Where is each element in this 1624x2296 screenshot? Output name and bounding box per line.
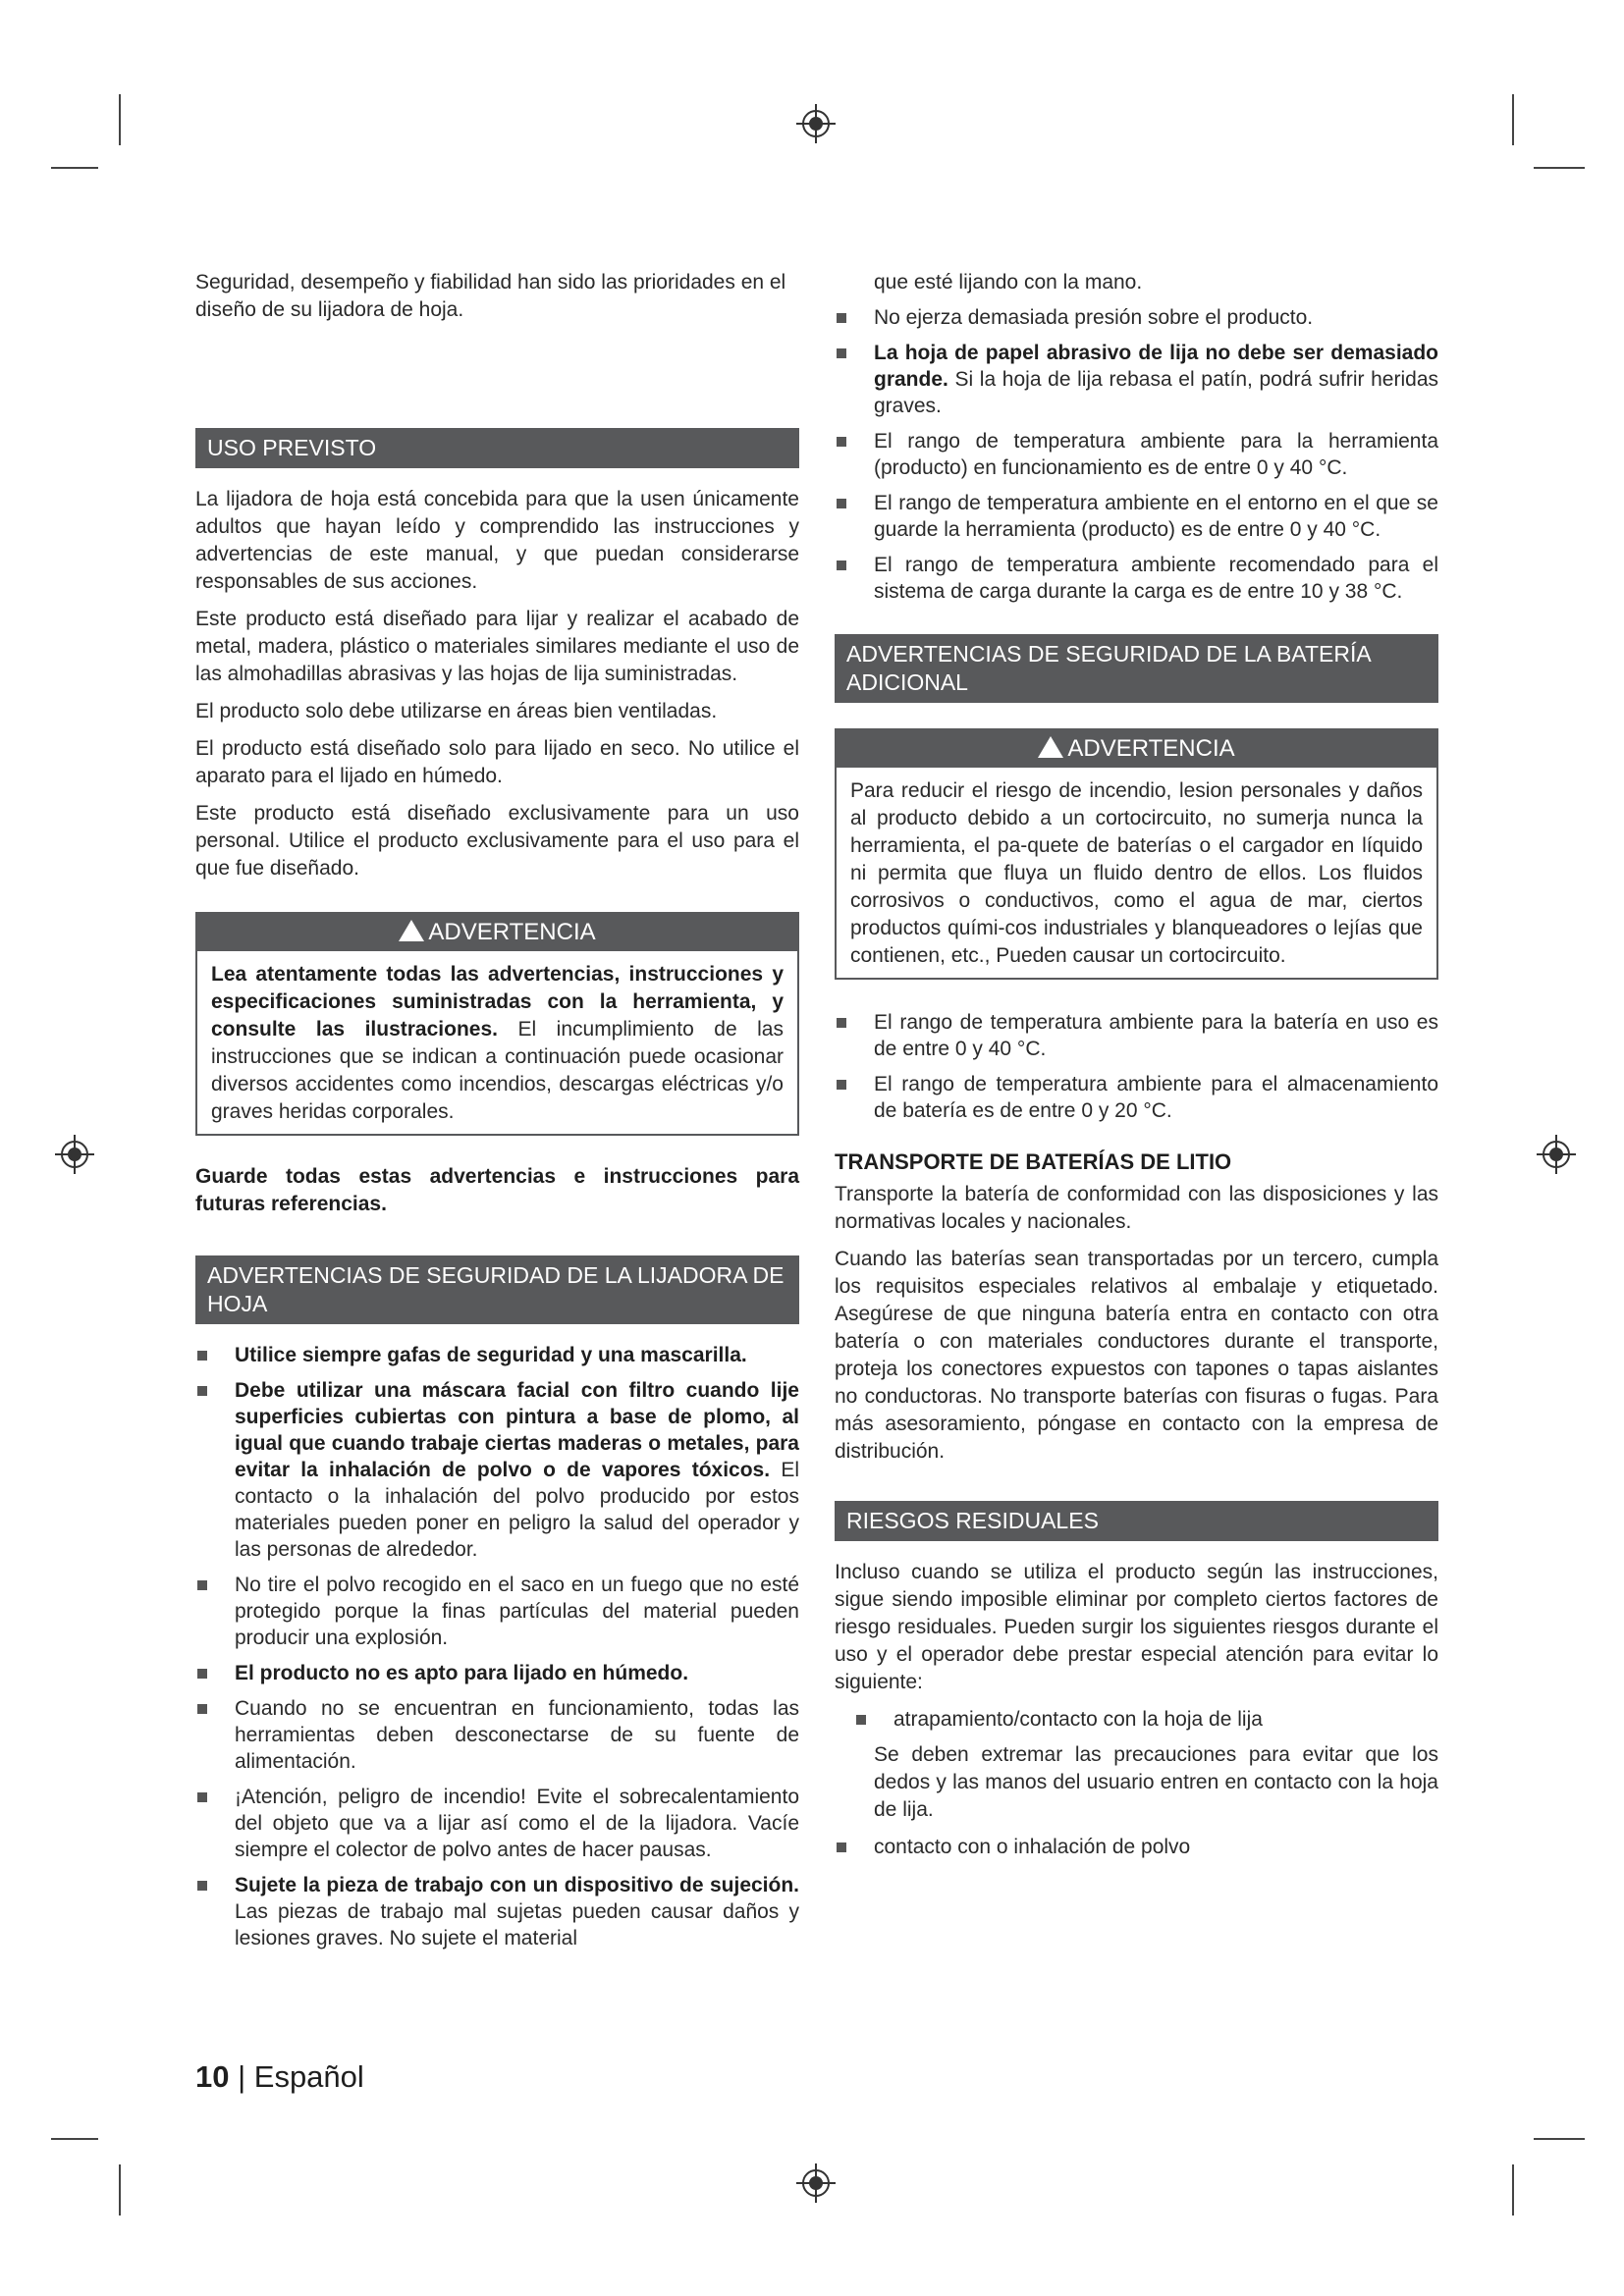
list-item (195, 1572, 799, 1651)
list-item (195, 1784, 799, 1863)
paragraph: Este producto está diseñado para lijar y realizar el acabado de metal, madera, plástico o materiales similares mediante el uso de las almohadillas abrasivas y las hojas de lija suministradas. (195, 608, 799, 685)
warning-box (195, 912, 799, 1136)
list-item-text: El producto no es apto para lijado en húmedo. (235, 1662, 689, 1684)
list-item (835, 1834, 1438, 1860)
section-title-bateria: ADVERTENCIAS DE SEGURIDAD DE LA BATERÍA ADICIONAL (835, 634, 1438, 703)
save-note-text: Guarde todas estas advertencias e instrucciones para futuras referencias. (195, 1165, 799, 1215)
warning-title: ADVERTENCIA (1067, 735, 1235, 762)
list-item-text: El rango de temperatura ambiente para la batería en uso es de entre 0 y 40 °C. (874, 1011, 1438, 1060)
warning-title: ADVERTENCIA (428, 919, 596, 945)
crop-mark (119, 2164, 121, 2216)
list-item-text: El rango de temperatura ambiente para el almacenamiento de batería es de entre 0 y 20 °C. (874, 1073, 1438, 1122)
list-item (195, 1660, 799, 1686)
warning-triangle-icon (399, 920, 424, 941)
list-item (195, 1872, 799, 1951)
safety-list (195, 1342, 799, 1951)
crop-mark (1534, 167, 1585, 169)
paragraph: Cuando las baterías sean transportadas por un tercero, cumpla los requisitos especiales relativos al embalaje y etiquetado. Asegúrese de que ninguna batería entra en contacto con otra batería o con materiales conductores durante el transporte, proteja los conectores expuestos con tapones o tapas aislantes no conductoras. No transporte baterías con fisuras o fugas. Para más asesoramiento, póngase en contacto con la empresa de distribución. (835, 1248, 1438, 1463)
save-note (195, 1163, 799, 1218)
battery-list (835, 1009, 1438, 1124)
paragraph: La lijadora de hoja está concebida para que la usen únicamente adultos que hayan leído y comprendido las instrucciones y advertencias de este manual, y que puedan considerarse responsables de sus acciones. (195, 488, 799, 593)
list-item (835, 428, 1438, 481)
list-item-text: El rango de temperatura ambiente recomendado para el sistema de carga durante la carga es de entre 10 y 38 °C. (874, 554, 1438, 603)
registration-mark-icon (55, 1135, 94, 1174)
intro-paragraph: Seguridad, desempeño y fiabilidad han sido las prioridades en el diseño de su lijadora de hoja. (195, 271, 786, 321)
list-item-bold: Debe utilizar una máscara facial con filtro cuando lije superficies cubiertas con pintura a base de plomo, al igual que cuando trabaje ciertas maderas o metales, para evitar la inhalación de polvo o de vapores tóxicos. (235, 1379, 799, 1481)
list-item-text: Cuando no se encuentran en funcionamiento, todas las herramientas deben desconectarse de su fuente de alimentación. (235, 1697, 799, 1773)
left-column (195, 269, 799, 1960)
list-item-text: Las piezas de trabajo mal sujetas pueden causar daños y lesiones graves. No sujete el material (235, 1900, 799, 1949)
list-item (835, 340, 1438, 419)
risk-note: Se deben extremar las precauciones para evitar que los dedos y las manos del usuario entren en contacto con la hoja de lija. (874, 1743, 1438, 1821)
crop-mark (1534, 2138, 1585, 2140)
registration-mark-icon (796, 2163, 836, 2203)
battery-warning-box (835, 728, 1438, 980)
warning-bold-text: Lea atentamente todas las advertencias, instrucciones y especificaciones suministradas con la herramienta, y consulte las ilustraciones. (211, 963, 784, 1041)
section-title-seguridad-lijadora: ADVERTENCIAS DE SEGURIDAD DE LA LIJADORA DE HOJA (195, 1255, 799, 1324)
list-item (195, 1695, 799, 1775)
list-item (835, 552, 1438, 605)
warning-text (211, 961, 784, 1126)
warning-header (197, 914, 797, 951)
list-item-text: ¡Atención, peligro de incendio! Evite el sobrecalentamiento del objeto que va a lijar así como el de la lijadora. Vacíe siempre el colector de polvo antes de hacer pausas. (235, 1786, 799, 1861)
registration-mark-icon (796, 104, 836, 143)
paragraph: Transporte la batería de conformidad con las disposiciones y las normativas locales y nacionales. (835, 1183, 1438, 1233)
page-number: 10 (195, 2059, 230, 2094)
warning-header (837, 730, 1436, 768)
risk-list (835, 1706, 1438, 1733)
section-title-riesgos: RIESGOS RESIDUALES (835, 1501, 1438, 1541)
right-column (835, 269, 1438, 1869)
page-language: Español (253, 2059, 364, 2094)
subheading-transporte: TRANSPORTE DE BATERÍAS DE LITIO (835, 1149, 1232, 1174)
safety-list-continued (835, 304, 1438, 605)
warning-triangle-icon (1038, 736, 1063, 758)
list-item-text: contacto con o inhalación de polvo (874, 1836, 1191, 1858)
page-separator: | (229, 2059, 254, 2094)
list-item (835, 304, 1438, 331)
list-item-bold: Sujete la pieza de trabajo con un dispositivo de sujeción. (235, 1874, 799, 1896)
continued-text: que esté lijando con la mano. (874, 271, 1143, 294)
list-item (835, 1071, 1438, 1124)
paragraph: El producto está diseñado solo para lijado en seco. No utilice el aparato para el lijado en húmedo. (195, 737, 799, 787)
crop-mark (1512, 94, 1514, 145)
risk-list (835, 1834, 1438, 1860)
list-item-text: Si la hoja de lija rebasa el patín, podrá sufrir heridas graves. (874, 368, 1438, 417)
crop-mark (51, 167, 98, 169)
crop-mark (51, 2138, 98, 2140)
list-item (195, 1342, 799, 1368)
list-item-text: El rango de temperatura ambiente en el entorno en el que se guarde la herramienta (producto) es de entre 0 y 40 °C. (874, 492, 1438, 541)
list-item (854, 1706, 1438, 1733)
warning-regular-text: El incumplimiento de las instrucciones que se indican a continuación puede ocasionar diversos accidentes como incendios, descargas eléctricas y/o graves heridas corporales. (211, 1018, 784, 1123)
crop-mark (119, 94, 121, 145)
list-item (835, 1009, 1438, 1062)
list-item-text: No ejerza demasiada presión sobre el producto. (874, 306, 1314, 329)
list-item (835, 490, 1438, 543)
list-item-text: El rango de temperatura ambiente para la herramienta (producto) en funcionamiento es de entre 0 y 40 °C. (874, 430, 1438, 479)
section-title-uso-previsto: USO PREVISTO (195, 428, 799, 468)
page-footer (195, 2059, 364, 2095)
list-item-text: No tire el polvo recogido en el saco en un fuego que no esté protegido porque la finas partículas del material pueden producir una explosión. (235, 1574, 799, 1649)
list-item (195, 1377, 799, 1563)
paragraph: El producto solo debe utilizarse en áreas bien ventiladas. (195, 700, 718, 722)
paragraph: Este producto está diseñado exclusivamente para un uso personal. Utilice el producto exclusivamente para el uso para el que fue diseñado. (195, 802, 799, 880)
list-item-bold: La hoja de papel abrasivo de lija no debe ser demasiado grande. (874, 342, 1438, 391)
registration-mark-icon (1537, 1135, 1576, 1174)
paragraph: Incluso cuando se utiliza el producto según las instrucciones, sigue siendo imposible eliminar por completo ciertos factores de riesgo residuales. Pueden surgir los siguientes riesgos durante el uso y el operador debe prestar especial atención para evitar lo siguiente: (835, 1561, 1438, 1693)
list-item-text: Utilice siempre gafas de seguridad y una mascarilla. (235, 1344, 747, 1366)
list-item-text: El contacto o la inhalación del polvo producido por estos materiales pueden poner en peligro la salud del operador y las personas de alrededor. (235, 1459, 799, 1561)
list-item-text: atrapamiento/contacto con la hoja de lija (893, 1708, 1263, 1731)
crop-mark (1512, 2164, 1514, 2216)
warning-text: Para reducir el riesgo de incendio, lesion personales y daños al producto debido a un cortocircuito, no sumerja nunca la herramienta, el pa-quete de baterías o el cargador en líquido ni permita que fluya un fluido dentro de ellos. Los fluidos corrosivos o conductivos, como el agua de mar, ciertos productos quími-cos industriales y blanqueadores o lejías que contienen, etc., Pueden causar un cortocircuito. (850, 779, 1423, 967)
